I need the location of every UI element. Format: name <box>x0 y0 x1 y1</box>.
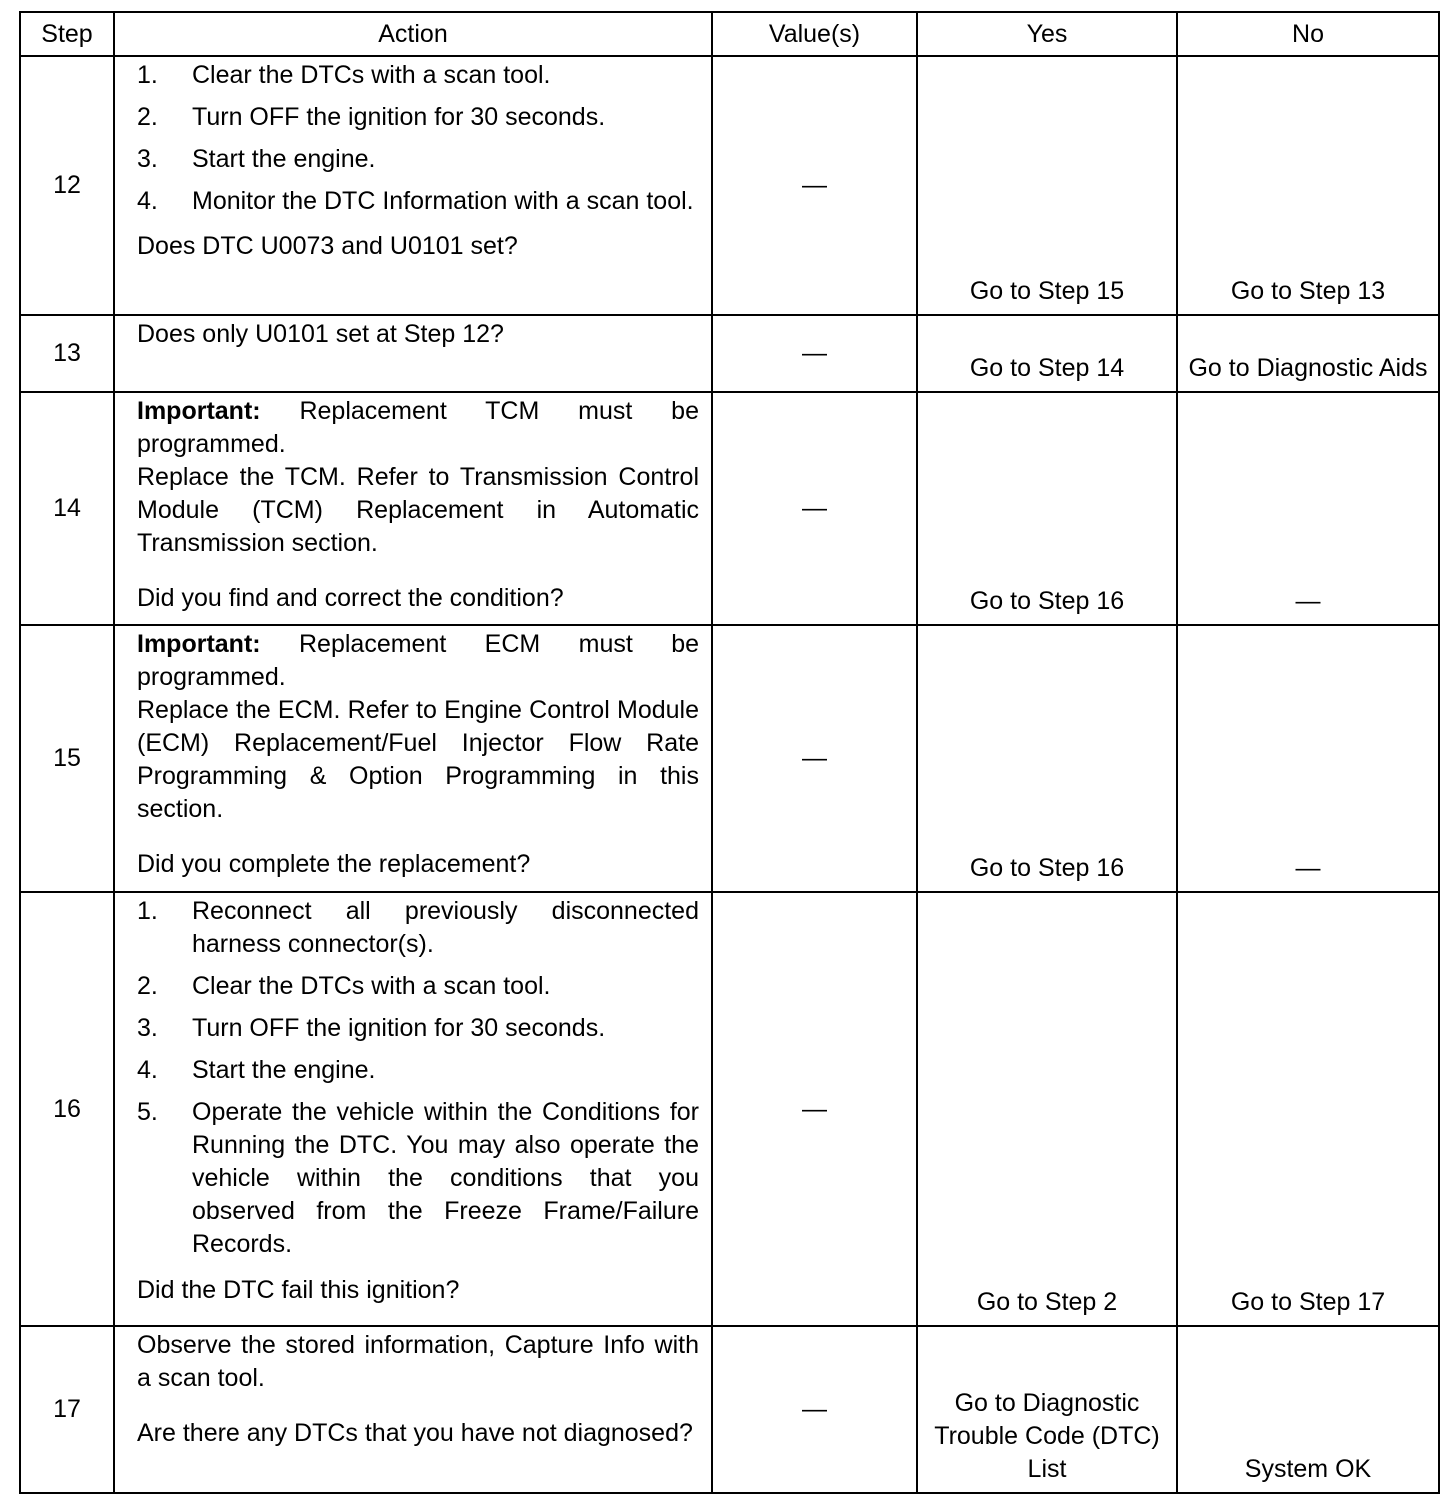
table-row <box>20 892 1439 1326</box>
step-text: Operate the vehicle within the Conditions for Running the DTC. You may also operate the vehicle within the conditions that you observed from the Freeze Frame/Failure Records. <box>192 1098 699 1258</box>
step-index: 3. <box>137 1014 158 1042</box>
no-cell: Go to Step 13 <box>1177 56 1439 315</box>
list-item <box>137 185 699 218</box>
step-number: 17 <box>20 1326 114 1493</box>
action-cell <box>114 1326 712 1493</box>
question-text: Did you complete the replacement? <box>137 850 531 878</box>
action-steps <box>137 59 699 218</box>
list-item <box>137 59 699 92</box>
no-cell: Go to Step 17 <box>1177 892 1439 1326</box>
action-cell <box>114 625 712 892</box>
question-text: Does only U0101 set at Step 12? <box>137 320 504 348</box>
table-row <box>20 315 1439 392</box>
step-index: 2. <box>137 103 158 131</box>
step-number: 13 <box>20 315 114 392</box>
important-text: Replacement ECM must be programmed. <box>137 630 699 691</box>
important-note <box>137 395 699 461</box>
step-index: 1. <box>137 897 158 925</box>
yes-cell: Go to Step 16 <box>917 392 1177 625</box>
action-cell <box>114 392 712 625</box>
table-row <box>20 56 1439 315</box>
value-cell: — <box>712 392 917 625</box>
table-row <box>20 625 1439 892</box>
instruction-text: Replace the ECM. Refer to Engine Control Module (ECM) Replacement/Fuel Injector Flow Rate Programming & Option Programming in this section. <box>137 696 699 823</box>
no-cell: System OK <box>1177 1326 1439 1493</box>
instruction-text: Observe the stored information, Capture Info with a scan tool. <box>137 1331 699 1392</box>
list-item <box>137 1054 699 1087</box>
action-cell <box>114 892 712 1326</box>
step-index: 4. <box>137 1056 158 1084</box>
list-item <box>137 1096 699 1261</box>
question-text: Did you find and correct the condition? <box>137 584 564 612</box>
step-text: Clear the DTCs with a scan tool. <box>192 972 551 1000</box>
step-text: Start the engine. <box>192 1056 376 1084</box>
yes-cell: Go to Step 14 <box>917 315 1177 392</box>
question-text: Did the DTC fail this ignition? <box>137 1276 460 1304</box>
value-cell: — <box>712 56 917 315</box>
action-cell <box>114 315 712 392</box>
list-item <box>137 1012 699 1045</box>
header-step: Step <box>20 12 114 56</box>
value-cell: — <box>712 315 917 392</box>
value-cell: — <box>712 1326 917 1493</box>
yes-cell: Go to Diagnostic Trouble Code (DTC) List <box>917 1326 1177 1493</box>
header-values: Value(s) <box>712 12 917 56</box>
yes-cell: Go to Step 15 <box>917 56 1177 315</box>
step-number: 12 <box>20 56 114 315</box>
value-cell: — <box>712 625 917 892</box>
diagnostic-table <box>19 11 1440 1494</box>
step-text: Start the engine. <box>192 145 376 173</box>
step-index: 1. <box>137 61 158 89</box>
step-number: 15 <box>20 625 114 892</box>
list-item <box>137 143 699 176</box>
step-text: Clear the DTCs with a scan tool. <box>192 61 551 89</box>
header-action: Action <box>114 12 712 56</box>
table-row <box>20 392 1439 625</box>
step-number: 14 <box>20 392 114 625</box>
yes-cell: Go to Step 16 <box>917 625 1177 892</box>
step-index: 2. <box>137 972 158 1000</box>
step-text: Monitor the DTC Information with a scan tool. <box>192 187 694 215</box>
step-index: 5. <box>137 1098 158 1126</box>
list-item <box>137 895 699 961</box>
question-text: Are there any DTCs that you have not diagnosed? <box>137 1419 693 1447</box>
step-index: 3. <box>137 145 158 173</box>
no-cell: Go to Diagnostic Aids <box>1177 315 1439 392</box>
step-number: 16 <box>20 892 114 1326</box>
step-text: Turn OFF the ignition for 30 seconds. <box>192 103 606 131</box>
step-index: 4. <box>137 187 158 215</box>
step-text: Turn OFF the ignition for 30 seconds. <box>192 1014 606 1042</box>
important-text: Replacement TCM must be programmed. <box>137 397 699 458</box>
no-cell: — <box>1177 625 1439 892</box>
step-text: Reconnect all previously disconnected harness connector(s). <box>192 897 699 958</box>
yes-cell: Go to Step 2 <box>917 892 1177 1326</box>
header-row <box>20 12 1439 56</box>
value-cell: — <box>712 892 917 1326</box>
table-row <box>20 1326 1439 1493</box>
instruction-text: Replace the TCM. Refer to Transmission Control Module (TCM) Replacement in Automatic Transmission section. <box>137 463 699 557</box>
important-note <box>137 628 699 694</box>
action-cell <box>114 56 712 315</box>
important-label: Important: <box>137 630 261 658</box>
question-text: Does DTC U0073 and U0101 set? <box>137 232 518 260</box>
header-yes: Yes <box>917 12 1177 56</box>
action-steps <box>137 895 699 1261</box>
important-label: Important: <box>137 397 261 425</box>
no-cell: — <box>1177 392 1439 625</box>
list-item <box>137 970 699 1003</box>
header-no: No <box>1177 12 1439 56</box>
list-item <box>137 101 699 134</box>
